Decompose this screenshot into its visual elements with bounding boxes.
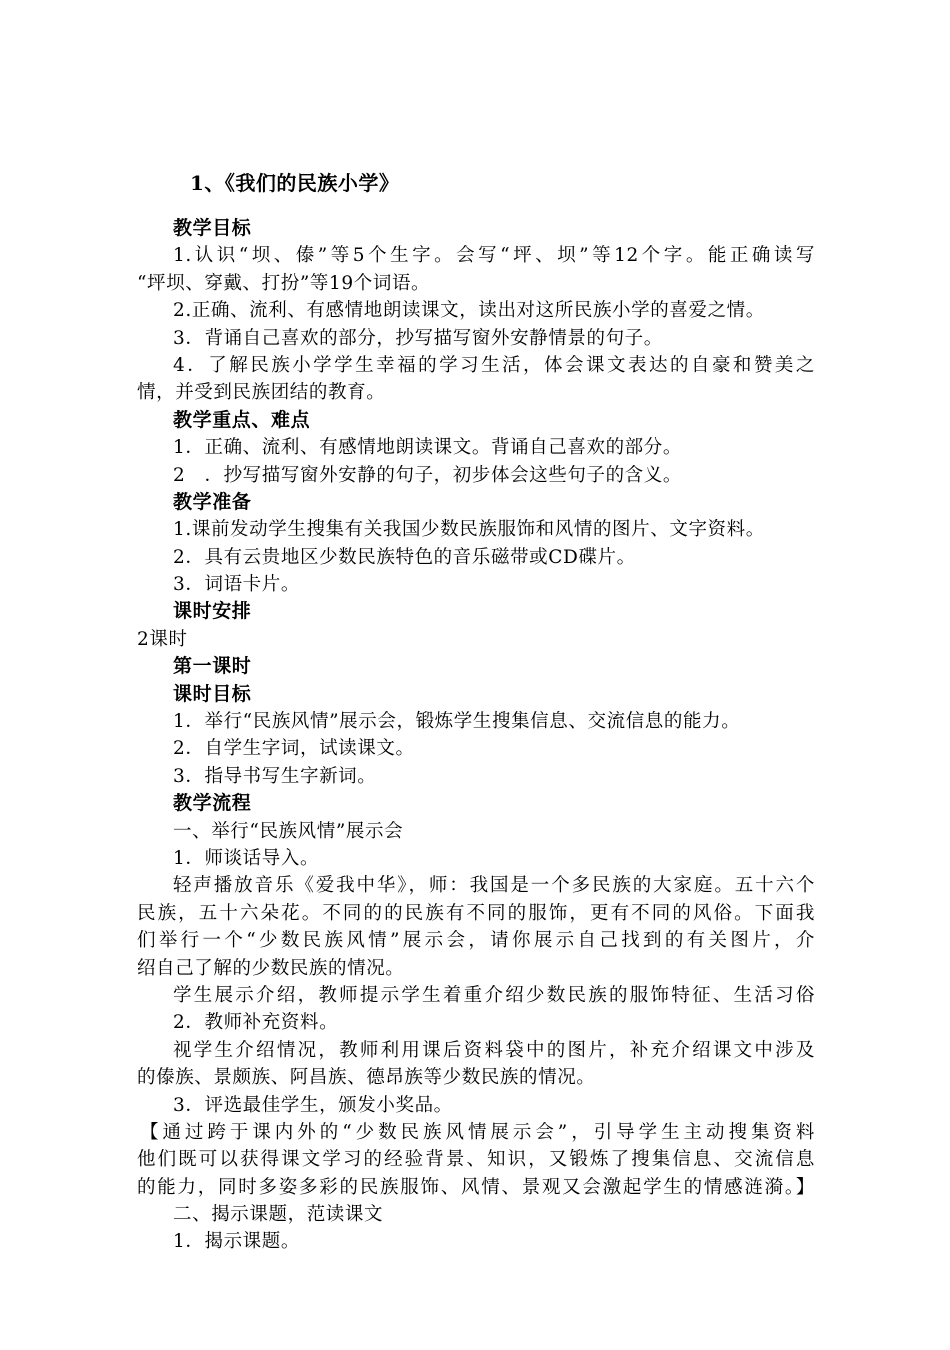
paragraph-line: 2．自学生字词，试读课文。 — [173, 738, 415, 760]
paragraph-line: 2课时 — [137, 628, 188, 650]
paragraph-line: 1．举行“民族风情”展示会，锻炼学生搜集信息、交流信息的能力。 — [173, 711, 741, 733]
paragraph-line: 1.认识“坝、傣”等5个生字。会写“坪、坝”等12个字。能正确读写 — [173, 245, 815, 267]
paragraph-line: 3．评选最佳学生，颁发小奖品。 — [173, 1094, 453, 1116]
paragraph-line: “坪坝、穿戴、打扮”等19个词语。 — [137, 272, 431, 294]
section-heading: 教学流程 — [173, 792, 252, 815]
paragraph-line: 学生展示介绍，教师提示学生着重介绍少数民族的服饰特征、生活习俗 — [173, 984, 815, 1006]
section-heading: 第一课时 — [173, 655, 252, 678]
paragraph-line: 2．教师补充资料。 — [173, 1012, 339, 1034]
paragraph-line: 2.正确、流利、有感情地朗读课文，读出对这所民族小学的喜爱之情。 — [173, 300, 765, 322]
paragraph-line: 1．正确、流利、有感情地朗读课文。背诵自己喜欢的部分。 — [173, 437, 682, 459]
paragraph-line: 的傣族、景颇族、阿昌族、德昂族等少数民族的情况。 — [137, 1067, 596, 1089]
paragraph-line: 民族，五十六朵花。不同的的民族有不同的服饰，更有不同的风俗。下面我 — [137, 902, 815, 924]
paragraph-line: 1．师谈话导入。 — [173, 847, 320, 869]
paragraph-line: 2．具有云贵地区少数民族特色的音乐磁带或CD碟片。 — [173, 546, 636, 568]
paragraph-line: 们举行一个“少数民族风情”展示会，请你展示自己找到的有关图片，介 — [137, 930, 815, 952]
section-heading: 课时安排 — [173, 600, 252, 623]
paragraph-line: 4．了解民族小学学生幸福的学习生活，体会课文表达的自豪和赞美之 — [173, 354, 815, 376]
document-body — [137, 215, 815, 1256]
paragraph-line: 视学生介绍情况，教师利用课后资料袋中的图片，补充介绍课文中涉及 — [173, 1039, 815, 1061]
paragraph-line: 2 ．抄写描写窗外安静的句子，初步体会这些句子的含义。 — [173, 464, 682, 486]
paragraph-line: 的能力，同时多姿多彩的民族服饰、风情、景观又会激起学生的情感涟漪。】 — [137, 1176, 815, 1198]
section-heading: 课时目标 — [173, 682, 252, 705]
paragraph-line: 一、举行“民族风情”展示会 — [173, 820, 404, 842]
paragraph-line: 1.课前发动学生搜集有关我国少数民族服饰和风情的图片、文字资料。 — [173, 519, 765, 541]
paragraph-line: 3．词语卡片。 — [173, 574, 300, 596]
paragraph-line: 情，并受到民族团结的教育。 — [137, 382, 386, 404]
paragraph-line: 3．背诵自己喜欢的部分，抄写描写窗外安静情景的句子。 — [173, 327, 663, 349]
section-heading: 教学重点、难点 — [173, 408, 311, 431]
paragraph-line: 他们既可以获得课文学习的经验背景、知识，又锻炼了搜集信息、交流信息 — [137, 1149, 815, 1171]
section-heading: 教学准备 — [173, 490, 252, 513]
paragraph-line: 二、揭示课题，范读课文 — [173, 1204, 384, 1226]
paragraph-line: 绍自己了解的少数民族的情况。 — [137, 957, 405, 979]
section-heading: 教学目标 — [173, 217, 252, 239]
document-title: 1、《我们的民族小学》 — [190, 171, 400, 195]
paragraph-line: 【通过跨于课内外的“少数民族风情展示会”，引导学生主动搜集资料 — [140, 1121, 815, 1143]
paragraph-line: 1．揭示课题。 — [173, 1231, 300, 1253]
paragraph-line: 3．指导书写生字新词。 — [173, 765, 377, 787]
paragraph-line: 轻声播放音乐《爱我中华》，师：我国是一个多民族的大家庭。五十六个 — [173, 875, 815, 897]
